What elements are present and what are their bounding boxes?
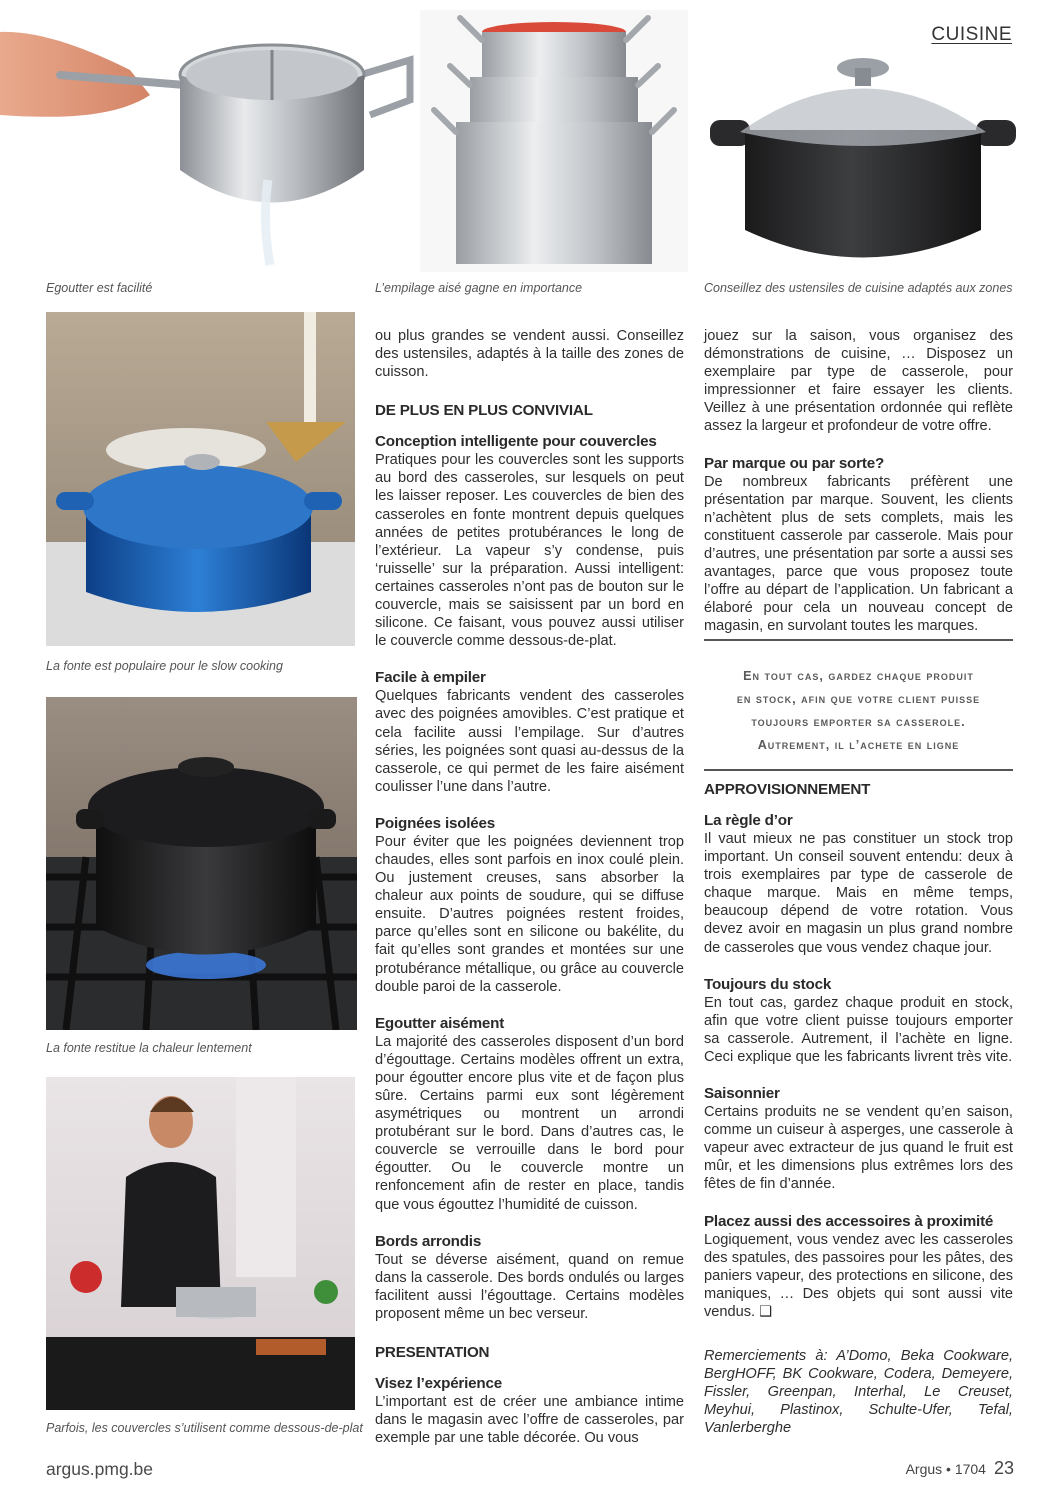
caption-left-3: Parfois, les couvercles s’utilisent comme dessous-de-plat xyxy=(46,1421,363,1435)
heading-empiler: Facile à empiler xyxy=(375,669,486,687)
heading-stock: Toujours du stock xyxy=(704,975,832,993)
footer-site-link[interactable]: argus.pmg.be xyxy=(46,1459,154,1479)
pull-quote xyxy=(704,665,1013,757)
caption-left-1: La fonte est populaire pour le slow cooking xyxy=(46,659,283,673)
photo-stacked-pots xyxy=(420,10,688,272)
footer-issue xyxy=(906,1458,1014,1479)
heading-couvercles: Conception intelligente pour couvercles xyxy=(375,433,657,451)
photo-man-cooking xyxy=(46,1077,355,1410)
caption-top-right: Conseillez des ustensiles de cuisine adaptés aux zones xyxy=(704,281,1013,295)
heading-poignees: Poignées isolées xyxy=(375,814,496,832)
pull-quote-line: en stock, afin que votre client puisse xyxy=(736,692,981,706)
caption-left-2: La fonte restitue la chaleur lentement xyxy=(46,1041,252,1055)
heading-appro: APPROVISIONNEMENT xyxy=(704,781,871,798)
paragraph: Tout se déverse aisément, quand on remue dans la casserole. Des bords ondulés ou larges facilitent aussi l’égouttage. Certains modèles proposent même un bec verseur. xyxy=(375,1251,684,1322)
caption-top-left: Egoutter est facilité xyxy=(46,281,153,295)
paragraph: Quelques fabricants vendent des casseroles avec des poignées amovibles. C’est pratique et cela facilite aussi l’empilage. Sur d’autres séries, les poignées sont quasi au-dessus de la casserole, ce qui permet de les faire aisément coulisser l’une dans l’autre. xyxy=(375,688,684,795)
paragraph: Pratiques pour les couvercles sont les supports au bord des casseroles, sur lesquels on peut les laisser reposer. Les couvercles de bien des casseroles en fonte montrent depuis quelques années de petites protubérances le long de l’extérieur. La vapeur s’y condense, puis ‘ruisselle’ sur la préparation. Aussi intelligent: certaines casseroles n’ont pas de bouton sur le couvercle, mais se saisissent par un bord en silicone. Ce faisant, vous pouvez aussi utiliser le couvercle comme dessous-de-plat. xyxy=(375,452,684,650)
heading-presentation: PRESENTATION xyxy=(375,1344,490,1362)
heading-marque: Par marque ou par sorte? xyxy=(704,454,885,472)
paragraph: En tout cas, gardez chaque produit en stock, afin que votre client puisse toujours emporter sa casserole. Autrement, il l’achète en ligne. Ceci explique que les fabricants livrent très vite. xyxy=(704,994,1013,1065)
heading-egoutter: Egoutter aisément xyxy=(375,1014,505,1032)
paragraph: La majorité des casseroles disposent d’un bord d’égouttage. Certains modèles offrent un extra, pour égoutter encore plus vite et de façon plus sûre. Certains parmi eux sont légèrement asymétriques ou montrent un arrondi protubérant sur le bord. Dans d’autres cas, le couvercle se verrouille dans le bord pour égoutter. Ou le couvercle montre un renfoncement afin de rester en place, tandis que vous égouttez l’humidité de cuisson. xyxy=(375,1033,684,1213)
heading-accessoires: Placez aussi des accessoires à proximité xyxy=(704,1212,994,1230)
paragraph: L’important est de créer une ambiance intime dans le magasin avec l’offre de casseroles, par exemple par une table décorée. Ou vous xyxy=(375,1394,684,1447)
heading-saison: Saisonnier xyxy=(704,1085,780,1103)
heading-bords: Bords arrondis xyxy=(375,1232,482,1250)
pull-quote-line: Autrement, il l’achete en ligne xyxy=(757,738,960,752)
paragraph: Certains produits ne se vendent qu’en saison, comme un cuiseur à asperges, une casserole à vapeur avec extracteur de jus quand le fruit est mûr, et les dimensions plus extrêmes lors des fêtes de fin d’année. xyxy=(704,1104,1013,1193)
acknowledgements: Remerciements à: A’Domo, Beka Cookware, BergHOFF, BK Cookware, Codera, Demeyere, Fissler, Greenpan, Interhal, Le Creuset, Meyhui, Plastinox, Schulte-Ufer, Tefal, Vanlerberghe xyxy=(704,1347,1013,1437)
issue-label: Argus • 1704 xyxy=(905,1461,986,1477)
heading-regle: La règle d’or xyxy=(704,812,793,829)
paragraph: ou plus grandes se vendent aussi. Conseillez des ustensiles, adaptés à la taille des zones de cuisson. xyxy=(375,328,684,381)
paragraph: De nombreux fabricants préfèrent une présentation par marque. Souvent, les clients n’achètent plus de sets complets, mais les constituent casserole par casserole. Mais pour d’autres, une présentation par sorte a aussi ses avantages, parce que vous proposez toute l’offre au départ de l’application. Un fabricant a élaboré pour cela un nouveau concept de magasin, en survolant toutes les marques. xyxy=(704,473,1013,635)
caption-top-middle: L’empilage aisé gagne en importance xyxy=(375,281,583,295)
text-column-right-top xyxy=(704,327,1013,635)
photo-dark-pot-on-stove xyxy=(46,697,357,1030)
heading-convivial: DE PLUS EN PLUS CONVIVIAL xyxy=(375,402,593,420)
section-tag: CUISINE xyxy=(931,24,1012,45)
photo-pouring-pot xyxy=(0,20,420,270)
photo-blue-cocotte xyxy=(46,312,355,646)
heading-experience: Visez l’expérience xyxy=(375,1375,502,1393)
photo-lidded-casserole xyxy=(700,50,1020,272)
paragraph: jouez sur la saison, vous organisez des démonstrations de cuisine, … Disposez un exemplaire par type de casserole, pour impressionner et faire essayer les clients. Veillez à une présentation ordonnée qui reflète assez la largeur et profondeur de votre offre. xyxy=(704,328,1013,435)
paragraph: Logiquement, vous vendez avec les casseroles des spatules, des passoires pour les pâtes, des paniers vapeur, des protections en silicone, des maniques, … Des objets qui sont aussi vite vendus. ❑ xyxy=(704,1231,1013,1320)
page-number: 23 xyxy=(993,1458,1014,1478)
text-column-middle xyxy=(375,327,684,1447)
pull-quote-line: toujours emporter sa casserole. xyxy=(751,715,966,729)
text-column-right-bottom xyxy=(704,780,1013,1437)
pull-quote-line: En tout cas, gardez chaque produit xyxy=(743,669,974,683)
quote-rule-top xyxy=(704,639,1013,641)
paragraph: Il vaut mieux ne pas constituer un stock trop important. Un conseil souvent entendu: deux à trois exemplaires par type de casserole de chaque marque. Mais en même temps, beaucoup dépend de votre rotation. Vous devez avoir en magasin un plus grand nombre de casseroles que vous vendez chaque jour. xyxy=(704,831,1013,956)
quote-rule-bottom xyxy=(704,769,1013,771)
paragraph: Pour éviter que les poignées deviennent trop chaudes, elles sont parfois en inox coulé plein. Ou justement creuses, sans absorber la chaleur aux points de soudure, qui se diffuse ensuite. D’autres poignées restent froides, parce qu’elles sont en silicone ou bakélite, du fait qu’elles sont grandes et montées sur une protubérance métallique, ou grâce au couvercle double paroi de la casserole. xyxy=(375,833,684,995)
